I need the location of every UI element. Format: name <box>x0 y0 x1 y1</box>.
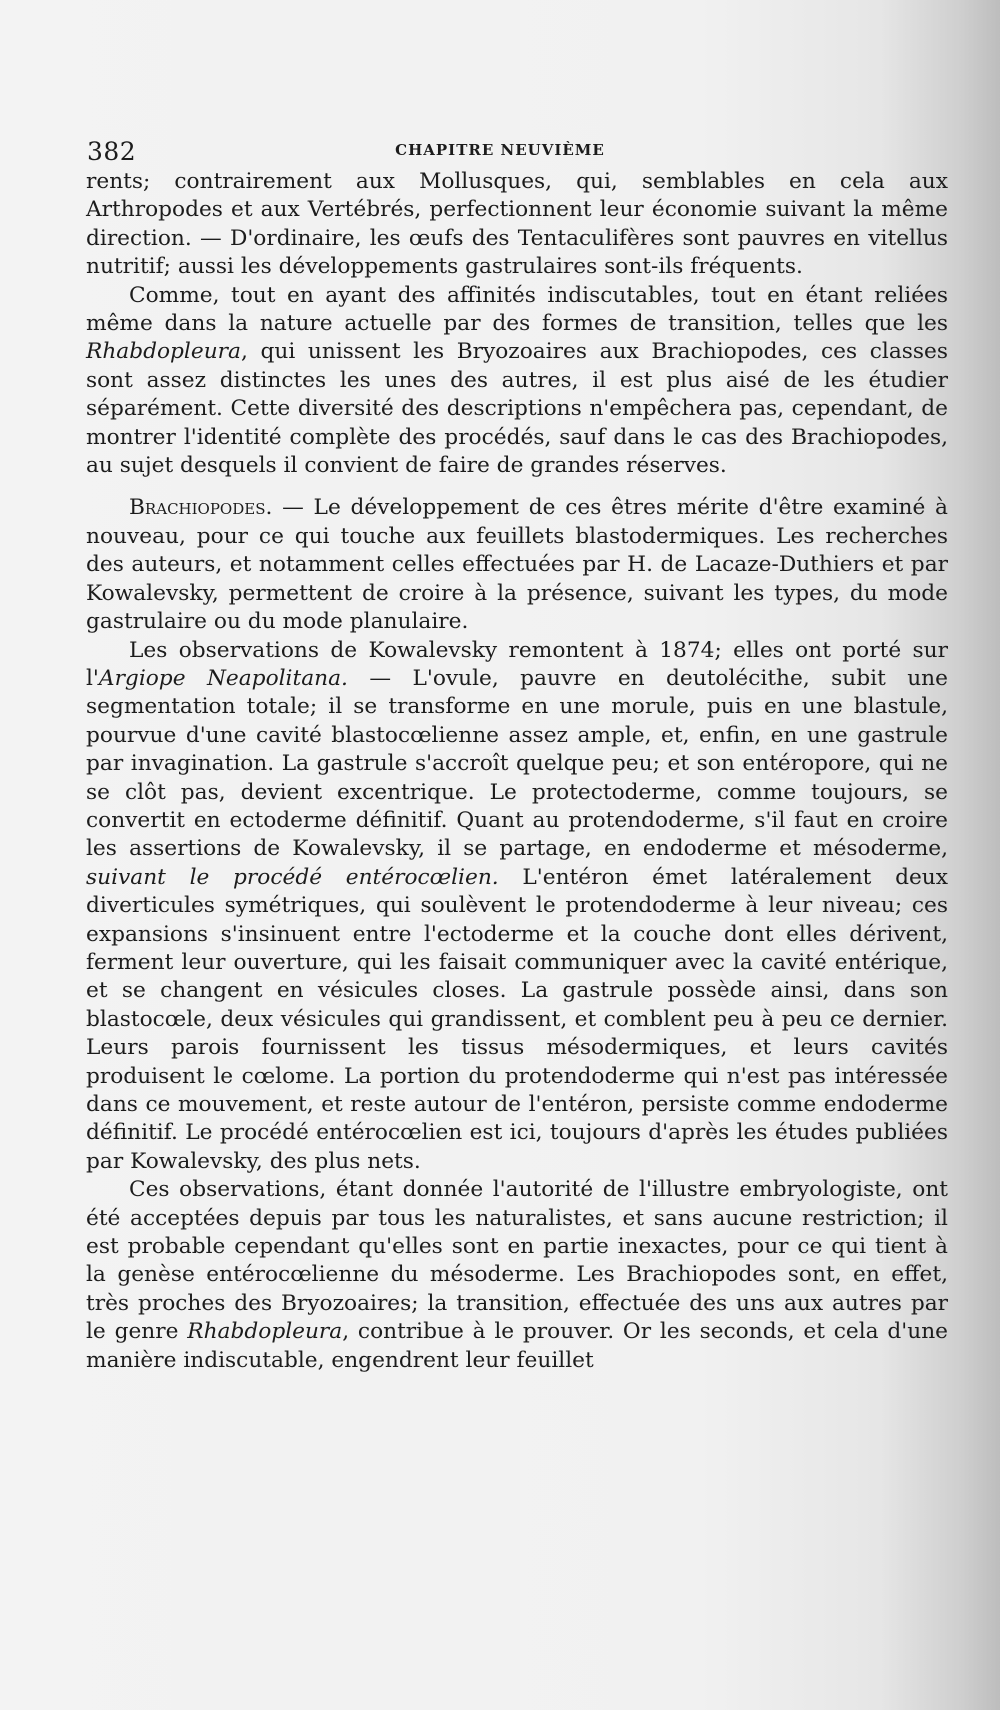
paragraph-2-italic-genus: Rhabdopleura <box>86 339 241 365</box>
running-head: CHAPITRE NEUVIÈME <box>395 141 605 159</box>
paragraph-1-text: rents; contrairement aux Mollusques, qui, semblables en cela aux Arthropodes et aux Vertébrés, perfectionnent leur économie suivant la même direction. — D'ordinaire, les œufs des Tentaculifères sont pauvres en vitellus nutritif; aussi les développements gastrulaires sont-ils fréquents. <box>86 169 948 280</box>
paragraph-4-text-middle: — L'ovule, pauvre en deutolécithe, subit une segmentation totale; il se transforme en une morule, puis en une blastule, pourvue d'une cavité blastocœlienne assez ample, et, enfin, en une gastrule par invagination. La gastrule s'accroît quelque peu; et son entéropore, qui ne se clôt pas, devient excentrique. Le protectoderme, comme toujours, se convertit en ectoderme définitif. Quant au protendoderme, s'il faut en croire les assertions de Kowalevsky, il se partage, en endoderme et mésoderme, <box>86 665 948 862</box>
paragraph-2-text-start: Comme, tout en ayant des affinités indiscutables, tout en étant reliées même dans la nature actuelle par des formes de transition, telles que les <box>86 282 948 337</box>
page-number: 382 <box>87 137 137 166</box>
paragraph-3-brachiopodes <box>86 494 948 636</box>
section-heading-brachiopodes: Brachiopodes. <box>129 495 273 521</box>
paragraph-2 <box>86 282 948 481</box>
paragraph-5-text-end: , contribue à le prouver. Or les seconds, et cela d'une manière indiscutable, engendrent leur feuillet <box>86 1319 949 1373</box>
paragraph-5-italic-genus: Rhabdopleura <box>187 1319 343 1345</box>
paragraph-5-text-start: Ces observations, étant donnée l'autorité de l'illustre embryologiste, ont été acceptées depuis par tous les naturalistes, et sans aucune restriction; il est probable cependant qu'elles sont en partie inexactes, pour ce qui tient à la genèse entérocœlienne du mésoderme. Les Brachiopodes sont, en effet, très proches des Bryozoaires; la transition, effectuée des uns aux autres par le genre <box>86 1177 948 1345</box>
paragraph-3-text: — Le développement de ces êtres mérite d'être examiné à nouveau, pour ce qui touche aux feuillets blastodermiques. Les recherches des auteurs, et notamment celles effectuées par H. de Lacaze-Duthiers et par Kowalevsky, permettent de croire à la présence, suivant les types, du mode gastrulaire ou du mode planulaire. <box>86 495 948 635</box>
paragraph-4-italic-species: Argiope Neapolitana. <box>98 665 348 691</box>
paragraph-4-text-end: L'entéron émet latéralement deux diverticules symétriques, qui soulèvent le protendoderme à leur niveau; ces expansions s'insinuent entre l'ectoderme et la couche dont elles dérivent, ferment leur ouverture, qui les faisait communiquer avec la cavité entérique, et se changent en vésicules closes. La gastrule possède ainsi, dans son blastocœle, deux vésicules qui grandissent, et comblent peu à peu ce dernier. Leurs parois fournissent les tissus mésodermiques, et leurs cavités produisent le cœlome. La portion du protendoderme qui n'est pas intéressée dans ce mouvement, et reste autour de l'entéron, persiste comme endoderme définitif. Le procédé entérocœlien est ici, toujours d'après les études publiées par Kowalevsky, des plus nets. <box>86 864 948 1174</box>
paragraph-1 <box>86 168 948 282</box>
paragraph-4-text-start: Les observations de Kowalevsky remontent à 1874; elles ont porté sur l' <box>86 637 948 691</box>
paragraph-5 <box>86 1176 948 1375</box>
paragraph-4 <box>86 637 948 1177</box>
paragraph-4-italic-procede: suivant le procédé entérocœlien. <box>86 864 499 890</box>
body-text <box>86 168 948 1375</box>
paragraph-2-text-end: , qui unissent les Bryozoaires aux Brachiopodes, ces classes sont assez distinctes les unes des autres, il est plus aisé de les étudier séparément. Cette diversité des descriptions n'empêchera pas, cependant, de montrer l'identité complète des procédés, sauf dans le cas des Brachiopodes, au sujet desquels il convient de faire de grandes réserves. <box>86 339 948 479</box>
